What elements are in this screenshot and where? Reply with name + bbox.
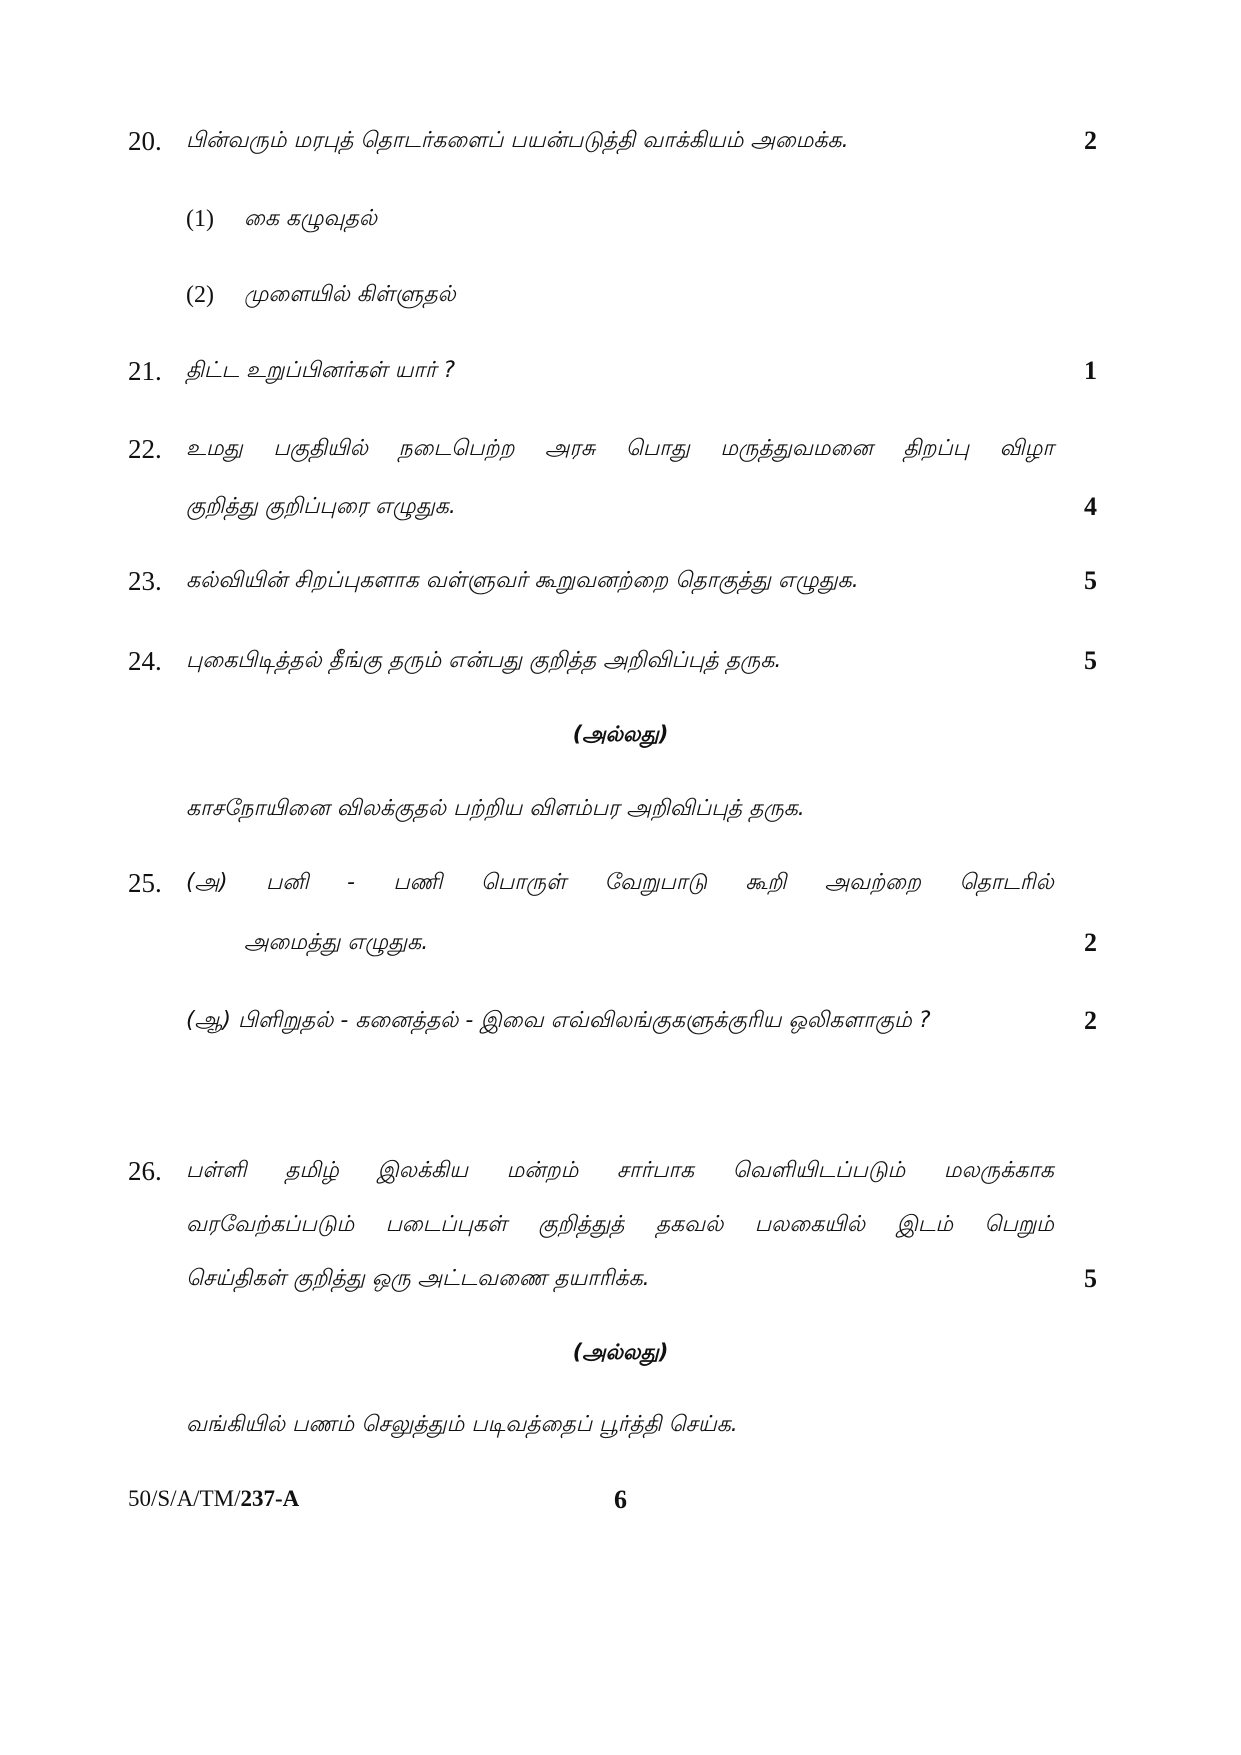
word: விழா xyxy=(999,436,1054,461)
word: மருத்துவமனை xyxy=(720,436,873,461)
item-text: கை கழுவுதல் xyxy=(244,206,378,231)
word: வேறுபாடு xyxy=(604,870,707,895)
word: பெறும் xyxy=(984,1212,1054,1237)
or-label: (அல்லது) xyxy=(572,1340,669,1364)
word: தமிழ் xyxy=(285,1158,339,1183)
word: (அ) xyxy=(186,870,228,895)
item-label: (1) xyxy=(186,206,214,232)
word: தகவல் xyxy=(655,1212,724,1237)
question-marks: 5 xyxy=(1084,646,1097,675)
word: உமது xyxy=(186,436,243,461)
question-text-line-1 xyxy=(186,1158,1054,1186)
question-marks: 1 xyxy=(1084,356,1097,385)
question-number: 21. xyxy=(128,356,162,386)
question-marks: 5 xyxy=(1084,1264,1097,1293)
word: தொடரில் xyxy=(959,870,1054,895)
question-number: 23. xyxy=(128,566,162,596)
word: வெளியிடப்படும் xyxy=(732,1158,906,1183)
word: பகுதியில் xyxy=(273,436,368,461)
word: இடம் xyxy=(896,1212,954,1237)
question-text-line-2 xyxy=(186,1212,1054,1240)
word: படைப்புகள் xyxy=(385,1212,507,1237)
alternative-text: காசநோயினை விலக்குதல் பற்றிய விளம்பர அறிவிப்புத் தருக. xyxy=(186,796,805,821)
word: மலருக்காக xyxy=(943,1158,1054,1183)
word: மன்றம் xyxy=(506,1158,579,1183)
word: பொருள் xyxy=(480,870,567,895)
question-text: புகைபிடித்தல் தீங்கு தரும் என்பது குறித்த அறிவிப்புத் தருக. xyxy=(186,648,782,673)
item-text: முளையில் கிள்ளுதல் xyxy=(244,282,456,307)
question-25b-text: (ஆ) பிளிறுதல் - கனைத்தல் - இவை எவ்விலங்குகளுக்குரிய ஒலிகளாகும் ? xyxy=(186,1008,931,1033)
question-25b-marks: 2 xyxy=(1084,1006,1097,1035)
word: பலகையில் xyxy=(754,1212,866,1237)
word: சார்பாக xyxy=(616,1158,695,1183)
paper-code-prefix: 50/S/A/TM/ xyxy=(128,1486,241,1511)
question-text: பின்வரும் மரபுத் தொடர்களைப் பயன்படுத்தி வாக்கியம் அமைக்க. xyxy=(186,128,849,153)
word: இலக்கிய xyxy=(377,1158,469,1183)
word: பள்ளி xyxy=(186,1158,247,1183)
question-marks: 4 xyxy=(1084,492,1097,521)
word: குறித்துத் xyxy=(538,1212,625,1237)
word: திறப்பு xyxy=(903,436,970,461)
word: கூறி xyxy=(745,870,787,895)
word: பணி xyxy=(393,870,443,895)
word: அவற்றை xyxy=(824,870,921,895)
question-number: 20. xyxy=(128,126,162,156)
question-25a-line-1 xyxy=(186,870,1054,898)
word: வரவேற்கப்படும் xyxy=(186,1212,355,1237)
question-25a-marks: 2 xyxy=(1084,928,1097,957)
question-25a-line-2: அமைத்து எழுதுக. xyxy=(244,930,429,955)
question-text-line-1 xyxy=(186,436,1054,464)
paper-code-suffix: 237-A xyxy=(240,1486,300,1511)
word: - xyxy=(347,870,355,895)
alternative-text: வங்கியில் பணம் செலுத்தும் படிவத்தைப் பூர்த்தி செய்க. xyxy=(186,1412,738,1437)
question-number: 24. xyxy=(128,646,162,676)
question-marks: 2 xyxy=(1084,126,1097,155)
question-marks: 5 xyxy=(1084,566,1097,595)
question-number: 25. xyxy=(128,868,162,898)
item-label: (2) xyxy=(186,282,214,308)
word: அரசு xyxy=(545,436,596,461)
word: நடைபெற்ற xyxy=(398,436,515,461)
word: பொது xyxy=(625,436,690,461)
question-number: 22. xyxy=(128,434,162,464)
question-number: 26. xyxy=(128,1156,162,1186)
question-text: கல்வியின் சிறப்புகளாக வள்ளுவர் கூறுவனற்றை தொகுத்து எழுதுக. xyxy=(186,568,859,593)
question-text-line-3: செய்திகள் குறித்து ஒரு அட்டவணை தயாரிக்க. xyxy=(186,1266,650,1291)
question-text-line-2: குறித்து குறிப்புரை எழுதுக. xyxy=(186,494,456,519)
page-number: 6 xyxy=(614,1485,627,1514)
word: பனி xyxy=(265,870,309,895)
question-text: திட்ட உறுப்பினர்கள் யார் ? xyxy=(186,358,456,383)
or-label: (அல்லது) xyxy=(572,722,669,746)
